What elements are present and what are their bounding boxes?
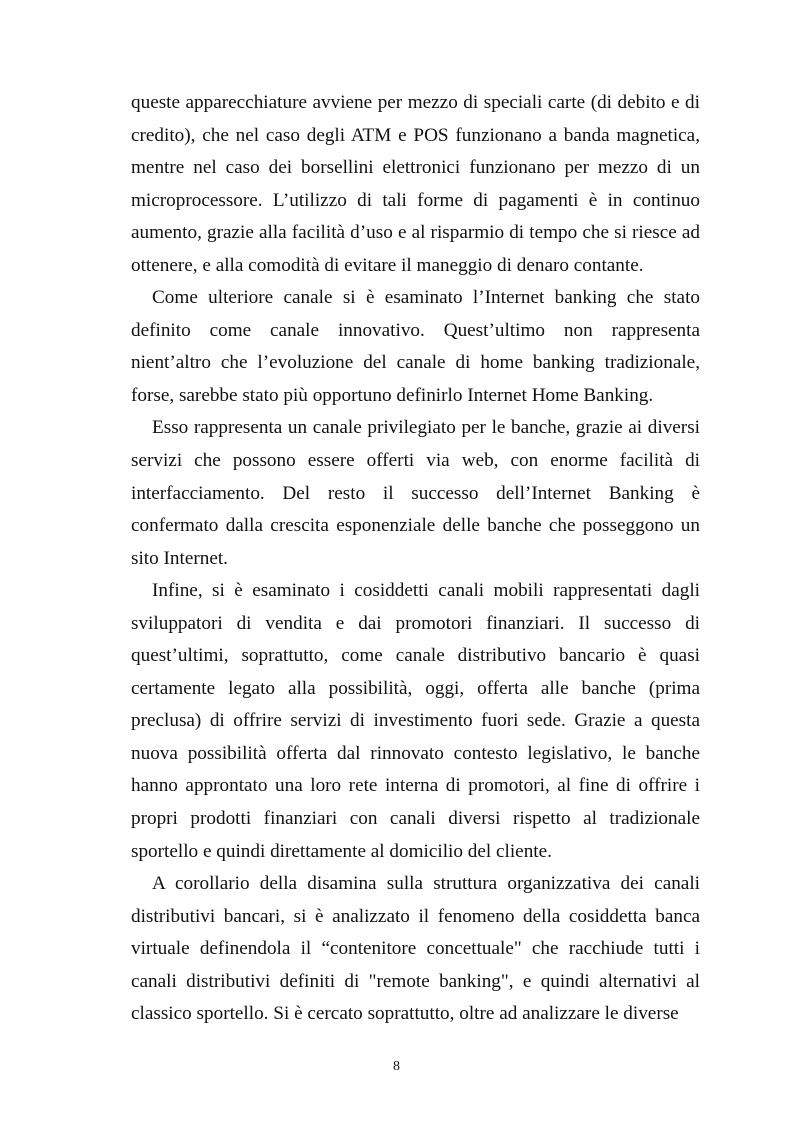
paragraph-privileged-channel: Esso rappresenta un canale privilegiato per le banche, grazie ai diversi servizi che possono essere offerti via web, con enorme facilità di interfacciamento. Del resto il successo dell’Internet Banking è confermato dalla crescita esponenziale delle banche che posseggono un sito Internet.: [131, 417, 700, 569]
paragraph-internet-banking: Come ulteriore canale si è esaminato l’Internet banking che stato definito come canale innovativo. Quest’ultimo non rappresenta nient’altro che l’evoluzione del canale di home banking tradizionale, forse, sarebbe stato più opportuno definirlo Internet Home Banking.: [131, 287, 700, 406]
page-number: 8: [393, 1059, 400, 1074]
page-body: [131, 87, 700, 1031]
paragraph-virtual-bank: A corollario della disamina sulla struttura organizzativa dei canali distributivi bancari, si è analizzato il fenomeno della cosiddetta banca virtuale definendola il “contenitore concettuale" che racchiude tutti i canali distributivi definiti di "remote banking", e quindi alternativi al classico sportello. Si è cercato soprattutto, oltre ad analizzare le diverse: [131, 873, 700, 1025]
paragraph-continued: queste apparecchiature avviene per mezzo di speciali carte (di debito e di credito), che nel caso degli ATM e POS funzionano a banda magnetica, mentre nel caso dei borsellini elettronici funzionano per mezzo di un microprocessore. L’utilizzo di tali forme di pagamenti è in continuo aumento, grazie alla facilità d’uso e al risparmio di tempo che si riesce ad ottenere, e alla comodità di evitare il maneggio di denaro contante.: [131, 92, 700, 276]
paragraph-mobile-channels: Infine, si è esaminato i cosiddetti canali mobili rappresentati dagli sviluppatori di vendita e dai promotori finanziari. Il successo di quest’ultimi, soprattutto, come canale distributivo bancario è quasi certamente legato alla possibilità, oggi, offerta alle banche (prima preclusa) di offrire servizi di investimento fuori sede. Grazie a questa nuova possibilità offerta dal rinnovato contesto legislativo, le banche hanno approntato una loro rete interna di promotori, al fine di offrire i propri prodotti finanziari con canali diversi rispetto al tradizionale sportello e quindi direttamente al domicilio del cliente.: [131, 580, 700, 862]
